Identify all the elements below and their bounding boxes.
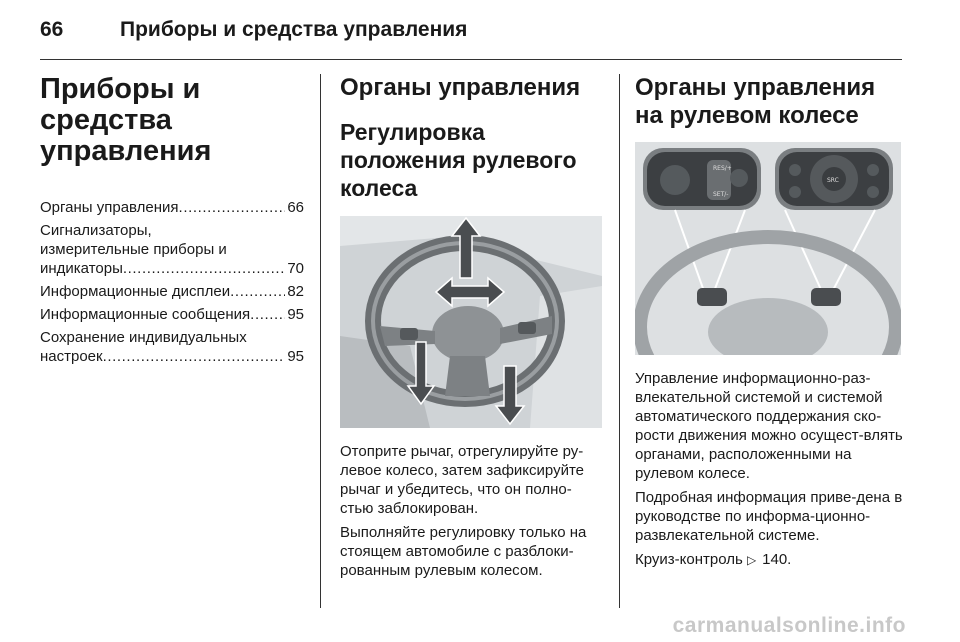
body-paragraph: Управление информационно-раз-влекательной системой и системой автоматического поддержания ско-рости движения можно осущест-влять органами, расположенными на рулевом колесе. [635,370,903,482]
steering-wheel-controls-figure [635,142,901,355]
reference-page[interactable]: 140. [762,551,792,568]
watermark: carmanualsonline.info [672,614,906,637]
column-divider [619,74,620,608]
toc-leader-dots [123,259,285,278]
page-number: 66 [40,18,64,41]
chapter-contents-column [40,74,304,370]
steering-wheel-adjustment-figure [340,216,602,428]
toc-entry[interactable] [40,305,304,324]
set-minus-label: SET/- [713,191,729,198]
res-plus-label: RES/+ [713,165,732,172]
chapter-title: Приборы и средства управления [40,73,212,167]
column-divider [320,74,321,608]
toc-page-number: 66 [287,199,304,216]
src-label: SRC [827,177,839,184]
section-title: Органы управления [340,74,581,101]
toc-entry-text: Сохранение индивидуальных [40,329,247,346]
reference-text: Круиз-контроль [635,551,743,568]
toc-leader-dots [103,347,286,366]
toc-entry-title: настроек [40,348,103,365]
toc-entry-title: Информационные дисплеи [40,283,231,300]
running-title: Приборы и средства управления [120,18,468,41]
wheel-controls-illustration [635,142,901,355]
page-header [40,18,467,48]
toc-leader-dots [250,305,285,324]
section-title: Органы управления на рулевом колесе [635,74,876,129]
toc-entry[interactable] [40,328,304,366]
toc-entry[interactable] [40,282,304,301]
toc-leader-dots [230,282,285,301]
toc-entry-text: измерительные приборы и [40,241,227,258]
toc-entry-text: Сигнализаторы, [40,222,152,239]
toc-leader-dots [179,198,286,217]
header-rule [40,59,902,60]
wheel-controls-column [635,74,903,575]
toc-page-number: 70 [287,260,304,277]
toc-page-number: 95 [287,348,304,365]
toc-entry[interactable] [40,198,304,217]
cross-reference [635,550,903,570]
toc-page-number: 82 [287,283,304,300]
toc-entry-title: Органы управления [40,199,179,216]
steering-adjust-column [340,74,602,585]
toc-page-number: 95 [287,306,304,323]
steering-wheel-illustration [340,216,602,428]
body-paragraph: Выполняйте регулировку только на стоящем автомобиле с разблоки-рованным рулевым колесом. [340,524,587,579]
reference-arrow-icon: ▷ [746,553,757,567]
toc-entry-title: индикаторы [40,260,123,277]
body-paragraph: Отоприте рычаг, отрегулируйте ру-левое колесо, затем зафиксируйте рычаг и убедитесь, что он полно-стью заблокирован. [340,443,584,517]
toc-entry[interactable] [40,221,304,278]
table-of-contents [40,198,304,366]
toc-entry-title: Информационные сообщения [40,306,251,323]
body-paragraph: Подробная информация приве-дена в руководстве по информа-ционно-развлекательной системе. [635,489,903,544]
subsection-title: Регулировка положения рулевого колеса [340,119,577,201]
